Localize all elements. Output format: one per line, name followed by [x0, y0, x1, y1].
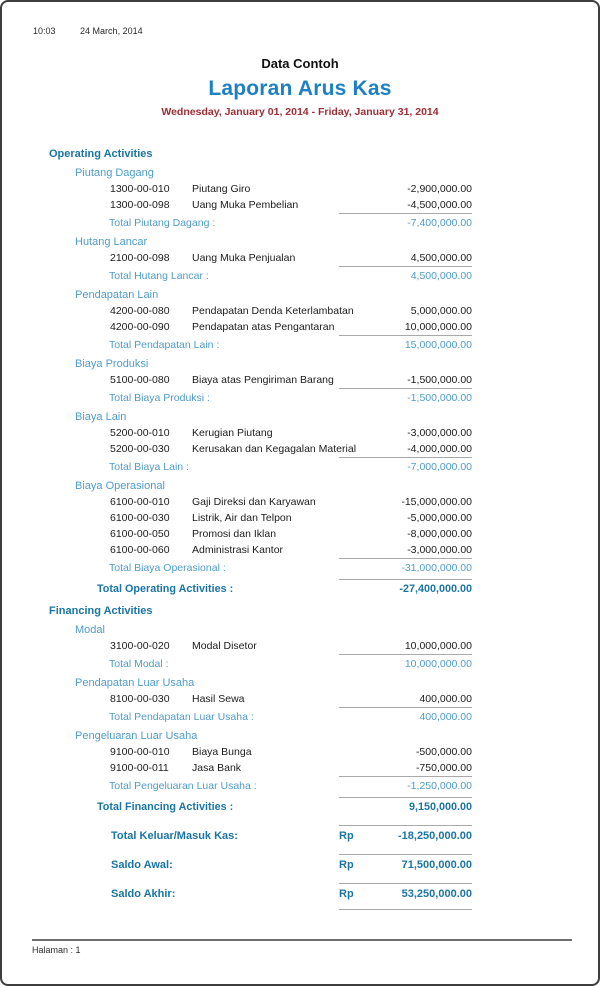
account-row	[49, 762, 472, 774]
account-row	[49, 374, 472, 386]
report-footer	[32, 939, 572, 955]
summary-amount: 71,500,000.00	[401, 859, 472, 871]
account-amount: 400,000.00	[419, 693, 472, 705]
account-group	[49, 480, 472, 574]
report-header	[2, 2, 598, 118]
report-period: Wednesday, January 01, 2014 - Friday, January 31, 2014	[161, 106, 439, 118]
account-row	[49, 183, 472, 195]
group-title: Pengeluaran Luar Usaha	[75, 730, 198, 742]
account-row	[49, 199, 472, 211]
group-total-amount: -1,250,000.00	[339, 776, 472, 792]
account-description: Kerusakan dan Kegagalan Material	[192, 443, 357, 455]
account-amount: -4,000,000.00	[407, 443, 472, 455]
account-amount: -750,000.00	[415, 762, 472, 774]
account-row	[49, 443, 472, 455]
report-body	[49, 148, 472, 910]
summary-row	[49, 883, 472, 900]
account-code: 1300-00-098	[110, 199, 170, 211]
account-code: 4200-00-080	[110, 305, 170, 317]
account-description: Pendapatan atas Pengantaran	[192, 321, 335, 333]
group-title: Biaya Lain	[75, 411, 127, 423]
account-code: 5100-00-080	[110, 374, 170, 386]
currency-symbol: Rp	[339, 830, 354, 842]
account-code: 6100-00-060	[110, 544, 170, 556]
account-description: Hasil Sewa	[192, 693, 245, 705]
group-title: Pendapatan Luar Usaha	[75, 677, 195, 689]
account-code: 6100-00-010	[110, 496, 170, 508]
account-description: Gaji Direksi dan Karyawan	[192, 496, 316, 508]
account-row	[49, 544, 472, 556]
report-section	[49, 148, 472, 595]
account-row	[49, 512, 472, 524]
account-description: Modal Disetor	[192, 640, 257, 652]
account-description: Listrik, Air dan Telpon	[192, 512, 292, 524]
group-total-row	[49, 707, 472, 723]
print-date: 24 March, 2014	[80, 26, 143, 36]
report-meta	[33, 26, 143, 36]
account-row	[49, 427, 472, 439]
section-total-label: Total Operating Activities :	[97, 583, 234, 595]
account-description: Biaya Bunga	[192, 746, 252, 758]
section-title: Operating Activities	[49, 148, 153, 160]
account-row	[49, 746, 472, 758]
account-amount: -500,000.00	[415, 746, 472, 758]
closing-rule	[339, 909, 472, 910]
group-title: Biaya Produksi	[75, 358, 149, 370]
group-total-label: Total Biaya Produksi :	[109, 392, 210, 404]
account-amount: -3,000,000.00	[407, 427, 472, 439]
account-description: Promosi dan Iklan	[192, 528, 277, 540]
group-total-row	[49, 388, 472, 404]
group-total-label: Total Hutang Lancar :	[109, 270, 209, 282]
group-total-label: Total Pendapatan Luar Usaha :	[109, 711, 254, 723]
account-amount: -2,900,000.00	[407, 183, 472, 195]
group-title: Piutang Dagang	[75, 167, 154, 179]
account-row	[49, 496, 472, 508]
summary-block	[49, 825, 472, 910]
summary-label: Total Keluar/Masuk Kas:	[111, 830, 238, 842]
account-code: 5200-00-010	[110, 427, 170, 439]
account-group	[49, 677, 472, 723]
account-amount: 4,500,000.00	[410, 252, 472, 264]
summary-row	[49, 854, 472, 871]
account-description: Pendapatan Denda Keterlambatan	[192, 305, 354, 317]
account-description: Administrasi Kantor	[192, 544, 284, 556]
section-total-amount: 9,150,000.00	[339, 797, 472, 813]
account-code: 1300-00-010	[110, 183, 170, 195]
summary-label: Saldo Awal:	[111, 859, 173, 871]
account-code: 3100-00-020	[110, 640, 170, 652]
account-amount: -1,500,000.00	[407, 374, 472, 386]
report-title: Laporan Arus Kas	[208, 77, 392, 100]
group-total-amount: 4,500,000.00	[339, 266, 472, 282]
section-title: Financing Activities	[49, 605, 153, 617]
group-total-label: Total Pengeluaran Luar Usaha :	[109, 780, 257, 792]
account-amount: -4,500,000.00	[407, 199, 472, 211]
summary-amount-box	[339, 854, 472, 871]
account-amount: -5,000,000.00	[407, 512, 472, 524]
group-total-row	[49, 266, 472, 282]
account-group	[49, 289, 472, 351]
group-total-amount: 15,000,000.00	[339, 335, 472, 351]
summary-amount: -18,250,000.00	[397, 830, 472, 842]
section-total-row	[49, 579, 472, 595]
group-total-row	[49, 776, 472, 792]
group-total-row	[49, 457, 472, 473]
account-amount: 10,000,000.00	[404, 640, 472, 652]
account-group	[49, 236, 472, 282]
account-description: Uang Muka Penjualan	[192, 252, 296, 264]
report-section	[49, 605, 472, 813]
group-total-amount: -31,000,000.00	[339, 558, 472, 574]
group-total-label: Total Biaya Lain :	[109, 461, 189, 473]
group-title: Hutang Lancar	[75, 236, 148, 248]
account-row	[49, 528, 472, 540]
account-code: 9100-00-011	[110, 762, 169, 774]
page-number: Halaman : 1	[32, 945, 81, 955]
currency-symbol: Rp	[339, 859, 354, 871]
print-time: 10:03	[33, 26, 56, 36]
account-description: Jasa Bank	[192, 762, 242, 774]
account-description: Piutang Giro	[192, 183, 251, 195]
group-title: Modal	[75, 624, 105, 636]
account-code: 2100-00-098	[110, 252, 170, 264]
group-total-label: Total Modal :	[109, 658, 169, 670]
account-code: 8100-00-030	[110, 693, 170, 705]
account-row	[49, 640, 472, 652]
summary-amount-box	[339, 825, 472, 842]
account-row	[49, 252, 472, 264]
account-amount: -8,000,000.00	[407, 528, 472, 540]
group-total-row	[49, 654, 472, 670]
account-group	[49, 411, 472, 473]
group-total-row	[49, 335, 472, 351]
summary-amount: 53,250,000.00	[401, 888, 472, 900]
account-group	[49, 624, 472, 670]
account-description: Biaya atas Pengiriman Barang	[192, 374, 334, 386]
account-description: Uang Muka Pembelian	[192, 199, 299, 211]
group-total-amount: 10,000,000.00	[339, 654, 472, 670]
account-row	[49, 305, 472, 317]
group-total-amount: 400,000.00	[339, 707, 472, 723]
group-total-label: Total Piutang Dagang :	[109, 217, 216, 229]
account-group	[49, 730, 472, 792]
account-row	[49, 321, 472, 333]
account-amount: -15,000,000.00	[401, 496, 472, 508]
account-group	[49, 358, 472, 404]
currency-symbol: Rp	[339, 888, 354, 900]
account-description: Kerugian Piutang	[192, 427, 273, 439]
summary-amount-box	[339, 883, 472, 900]
account-code: 6100-00-050	[110, 528, 170, 540]
account-code: 4200-00-090	[110, 321, 170, 333]
account-amount: 5,000,000.00	[410, 305, 472, 317]
summary-label: Saldo Akhir:	[111, 888, 176, 900]
group-title: Pendapatan Lain	[75, 289, 159, 301]
account-code: 5200-00-030	[110, 443, 170, 455]
summary-row	[49, 825, 472, 842]
group-total-label: Total Biaya Operasional :	[109, 562, 226, 574]
account-amount: -3,000,000.00	[407, 544, 472, 556]
company-name: Data Contoh	[261, 56, 339, 71]
group-title: Biaya Operasional	[75, 480, 165, 492]
account-code: 9100-00-010	[110, 746, 170, 758]
section-total-amount: -27,400,000.00	[339, 579, 472, 595]
account-row	[49, 693, 472, 705]
group-total-row	[49, 213, 472, 229]
section-total-label: Total Financing Activities :	[97, 801, 234, 813]
account-amount: 10,000,000.00	[404, 321, 472, 333]
group-total-label: Total Pendapatan Lain :	[109, 339, 220, 351]
section-total-row	[49, 797, 472, 813]
account-group	[49, 167, 472, 229]
group-total-amount: -1,500,000.00	[339, 388, 472, 404]
group-total-amount: -7,000,000.00	[339, 457, 472, 473]
group-total-amount: -7,400,000.00	[339, 213, 472, 229]
account-code: 6100-00-030	[110, 512, 170, 524]
group-total-row	[49, 558, 472, 574]
